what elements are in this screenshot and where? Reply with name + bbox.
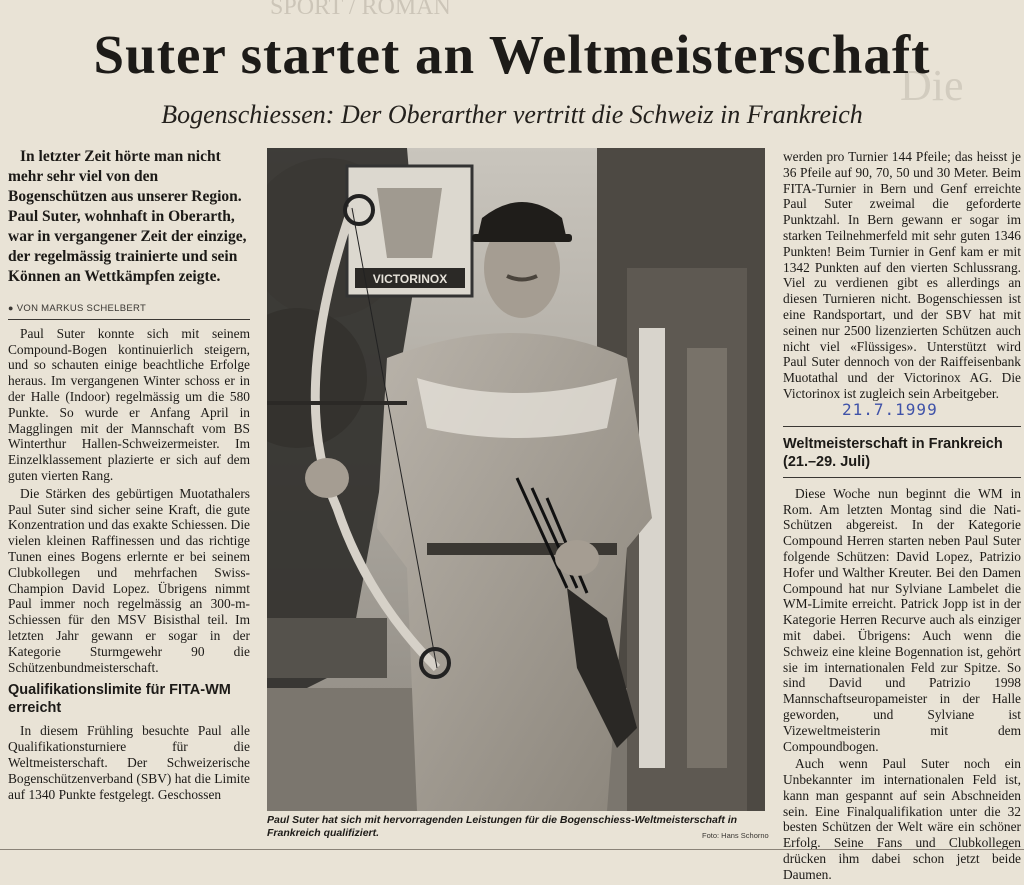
column-left — [8, 147, 250, 804]
subheadline: Bogenschiessen: Der Oberarther vertritt die Schweiz in Frankreich — [161, 100, 863, 129]
body-paragraph: In diesem Frühling besuchte Paul alle Qualifikationsturniere für die Weltmeisterschaft. Der Schweizerische Bogenschützenverband (SBV) hat die Limite auf 1340 Punkte festgelegt. Geschossen — [8, 723, 250, 802]
body-paragraph: Die Stärken des gebürtigen Muotathalers Paul Suter sind sicher seine Kraft, die gute Konzentration und das exakte Schiessen. Die vielen kleinen Raffinessen und das richtige Tunen eines Bogens erlernte er bei seinem Clubkollegen und mehrfachen Swiss-Champion David Lopez. Übrigens nimmt Paul immer noch regelmässig an 300-m-Schiessen für den MSV Bisisthal teil. Im letzten Jahr gewann er sogar in der Kategorie Sturmgewehr 90 die Schützenbundmeisterschaft. — [8, 485, 250, 675]
byline — [8, 301, 250, 320]
headline: Suter startet an Weltmeisterschaft — [93, 24, 931, 85]
body-paragraph: werden pro Turnier 144 Pfeile; das heisst je 36 Pfeile auf 90, 70, 50 und 30 Meter. Beim FITA-Turnier in Bern und Genf erreichte Paul Suter zweimal die geforderte Punktzahl. In Bern gewann er sogar im starken Teilnehmerfeld mit sehr guten 1346 Punkten! Beim Turnier in Genf kam er mit 1342 Punkten auf den vierten Schlussrang. Viel zu verdienen gibt es allerdings an diesen Turnieren nicht. Bogenschiessen ist eine Randsportart, und der SBV hat mit seinen nur 2500 lizenzierten Schützen auch nicht viel «Flüssiges». Unterstützt wird Paul Suter dennoch von der Raiffeisenbank Muotathal und der Victorinox AG. Die Victorinox ist zugleich sein Arbeitgeber. — [783, 149, 1021, 401]
bullet-icon: ● — [8, 303, 14, 313]
handwritten-date: 21.7.1999 — [842, 400, 938, 419]
lead-paragraph: In letzter Zeit hörte man nicht mehr sehr viel von den Bogenschützen aus unserer Region. Paul Suter, wohnhaft in Oberarth, war in vergangener Zeit der einzige, der regelmässig trainierte und sein Können an Wettkämpfen zeigte. — [8, 148, 247, 285]
divider — [783, 426, 1021, 427]
divider — [783, 477, 1021, 478]
byline-text: VON MARKUS SCHELBERT — [16, 303, 147, 314]
bleed-through-large-text: Die — [900, 61, 964, 110]
body-paragraph: Diese Woche nun beginnt die WM in Rom. Am letzten Montag sind die Nati-Schützen abgereist. In der Kategorie Compound Herren starten neben Paul Suter folgende Schützen: David Lopez, Patrizio Hofer und Walther Kreuter. Bei den Damen Compound hat nur Sylviane Lambelet die WM-Limite erreicht. Patrick Jopp ist in der Kategorie Herren Recurve auch als einziger mit dabei. Übrigens: Auch wenn die Schweiz eine kleine Bogennation ist, gehört sie im internationalen Feld zur Spitze. So sind David und Patrizio 1998 Mannschaftseuropameister in der Halle geworden, und Sylviane ist Vizeweltmeisterin mit dem Compoundbogen. — [783, 485, 1021, 754]
photo-caption: Paul Suter hat sich mit hervorragenden Leistungen für die Bogenschiess-Weltmeisterschaft in Frankreich qualifiziert. — [267, 814, 738, 839]
body-paragraph: Paul Suter konnte sich mit seinem Compound-Bogen kontinuierlich steigern, und so schauten einige beachtliche Erfolge heraus. Im vergangenen Winter schoss er in der Halle (Indoor) regelmässig um die 580 Punkte. So wurde er Anfang April in Magglingen mit der Mannschaft vom BS Winterthur Hallen-Schweizermeister. Im Einzelklassement plazierte er sich auf dem guten vierten Rang. — [8, 325, 250, 483]
photo-illustration — [267, 148, 765, 811]
sign-text: VICTORINOX — [372, 272, 448, 286]
photo-credit: Foto: Hans Schorno — [702, 831, 769, 840]
photo-archer — [267, 148, 765, 811]
bleed-through-text: SPORT / ROMAN — [270, 0, 451, 20]
section-subheading: Qualifikationslimite für FITA-WM erreicht — [8, 682, 231, 717]
column-right — [783, 149, 1021, 885]
body-paragraph: Auch wenn Paul Suter noch ein Unbekannter im internationalen Feld ist, kann man gespannt auf sein Abschneiden sein. Eine Finalqualifikation unter die 32 besten Schützen der Welt wäre ein schöner Erfolg. Seine Fans und Clubkollegen drücken ihm dabei schon jetzt beide Daumen. — [783, 756, 1021, 882]
page-edge-line — [0, 849, 1024, 850]
section-subheading: Weltmeisterschaft in Frankreich (21.–29. Juli) — [783, 435, 1003, 470]
